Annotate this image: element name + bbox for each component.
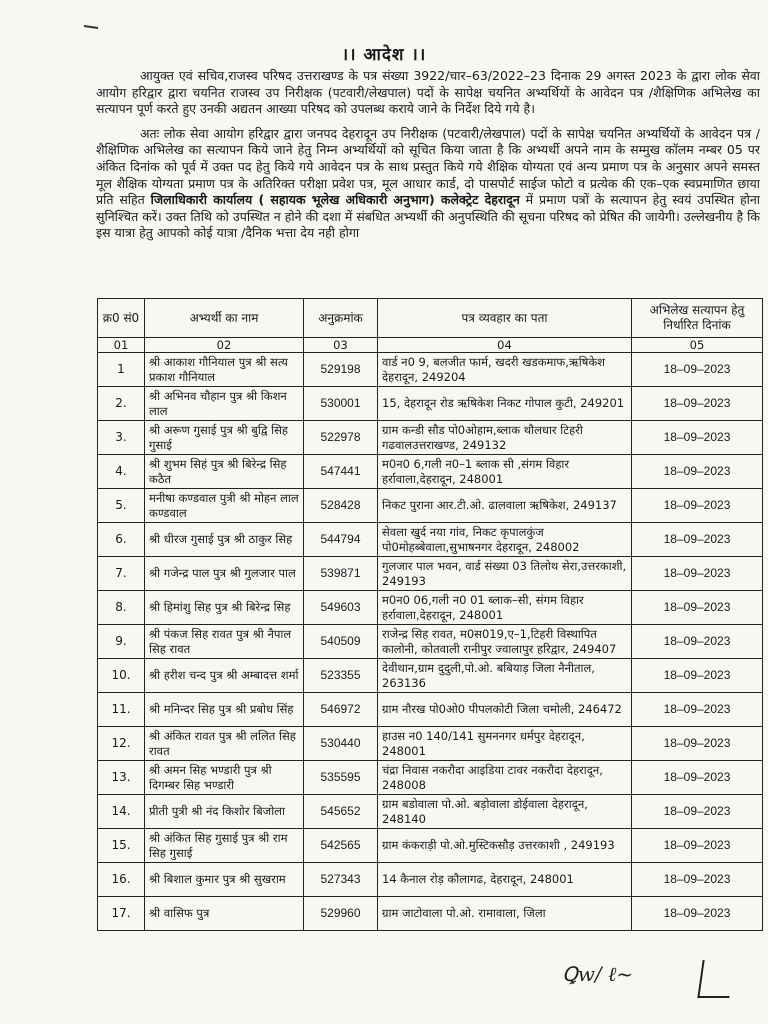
paragraph-2-part-a: अतः लोक सेवा आयोग हरिद्वार द्वारा जनपद देहरादून उप निरीक्षक (पटवारी/लेखपाल) पदों के सापेक्ष चयनित अभ्यर्थियों के आवेदन पत्र /शैक्षिणिक अभिलेख का सत्यापन किये जाने हेतु निम्न अभ्यर्थियों को सूचित किया जाता है कि अभ्यर्थी अपने नाम के सम्मुख कॉलम नम्बर 05 पर अंकित दिनांक को पूर्व में उक्त पद हेतु किये गये आवेदन पत्र के साथ प्रस्तुत किये गये शैक्षिक योग्यता एवं अन्य प्रमाण पत्र के अनुसार अपने समस्त मूल शैक्षिक योग्यता प्रमाण पत्र के अतिरिक्त परीक्षा प्रवेश पत्र, मूल आधार कार्ड, दो पासपोर्ट साईज फोटो व प्रत्येक की एक–एक स्वप्रमाणित छाया प्रति सहित <box>96 125 760 208</box>
cell-serial: 5. <box>98 489 145 523</box>
cell-name: श्री अंकित रावत पुत्र श्री ललित सिह रावत <box>145 727 304 761</box>
table-row <box>98 387 763 421</box>
cell-name: श्री पंकज सिह रावत पुत्र श्री नैपाल सिह रावत <box>145 625 304 659</box>
cell-roll-number: 540509 <box>304 625 378 659</box>
cell-serial: 12. <box>98 727 145 761</box>
cell-roll-number: 528428 <box>304 489 378 523</box>
cell-name: श्री हरीश चन्द पुत्र श्री अम्बादत्त शर्मा <box>145 659 304 693</box>
table-header-row <box>98 299 763 338</box>
table-row <box>98 455 763 489</box>
table-row <box>98 353 763 387</box>
cell-serial: 13. <box>98 761 145 795</box>
table-row <box>98 829 763 863</box>
cell-address: हाउस न0 140/141 सुमननगर धर्मपुर देहरादून, 248001 <box>378 727 632 761</box>
cell-name: श्री धीरज गुसाई पुत्र श्री ठाकुर सिह <box>145 523 304 557</box>
cell-date: 18–09–2023 <box>632 387 763 421</box>
cell-date: 18–09–2023 <box>632 557 763 591</box>
cell-serial: 17. <box>98 897 145 931</box>
cell-date: 18–09–2023 <box>632 489 763 523</box>
cell-date: 18–09–2023 <box>632 421 763 455</box>
office-name: जिलाधिकारी कार्यालय ( सहायक भूलेख अधिकारी अनुभाग) कलेक्ट्रेट देहरादून <box>150 192 520 208</box>
cell-name: श्री आकाश गौनियाल पुत्र श्री सत्य प्रकाश गौनियाल <box>145 353 304 387</box>
cell-roll-number: 530440 <box>304 727 378 761</box>
cell-serial: 8. <box>98 591 145 625</box>
cell-serial: 16. <box>98 863 145 897</box>
col-number: 05 <box>632 338 763 353</box>
cell-address: ग्राम बडोवाला पो.ओ. बड़ोवाला डोईवाला देहरादून, 248140 <box>378 795 632 829</box>
cell-name: श्री बिशाल कुमार पुत्र श्री सुखराम <box>145 863 304 897</box>
cell-date: 18–09–2023 <box>632 863 763 897</box>
cell-date: 18–09–2023 <box>632 591 763 625</box>
header-verification-date: अभिलेख सत्यापन हेतु निर्धारित दिनांक <box>632 299 763 338</box>
cell-date: 18–09–2023 <box>632 659 763 693</box>
cell-serial: 10. <box>98 659 145 693</box>
col-number: 04 <box>378 338 632 353</box>
table-row <box>98 625 763 659</box>
cell-serial: 7. <box>98 557 145 591</box>
cell-date: 18–09–2023 <box>632 625 763 659</box>
cell-roll-number: 542565 <box>304 829 378 863</box>
cell-address: गुलजार पाल भवन, वार्ड संख्या 03 तिलोथ सेरा,उत्तरकाशी, 249193 <box>378 557 632 591</box>
col-number: 01 <box>98 338 145 353</box>
table-row <box>98 591 763 625</box>
cell-roll-number: 535595 <box>304 761 378 795</box>
cell-roll-number: 539871 <box>304 557 378 591</box>
cell-roll-number: 549603 <box>304 591 378 625</box>
cell-name: श्री शुभम सिहं पुत्र श्री बिरेन्द्र सिह कठैत <box>145 455 304 489</box>
cell-date: 18–09–2023 <box>632 795 763 829</box>
cell-roll-number: 545652 <box>304 795 378 829</box>
cell-address: म0न0 06,गली न0 01 ब्लाक–सी, संगम विहार हर्रावाला,देहरादून, 248001 <box>378 591 632 625</box>
signature-mark <box>697 960 734 998</box>
cell-address: देवीथान,ग्राम दुदुली,पो.ओ. बबियाड़ जिला नैनीताल, 263136 <box>378 659 632 693</box>
cell-address: राजेन्द्र सिह रावत, म0स019,ए–1,टिहरी विस्थापित कालोनी, कोतवाली रानीपुर ज्वालापुर हरिद्वार, 249407 <box>378 625 632 659</box>
order-body <box>96 68 760 242</box>
cell-serial: 3. <box>98 421 145 455</box>
cell-serial: 9. <box>98 625 145 659</box>
cell-date: 18–09–2023 <box>632 693 763 727</box>
table-row <box>98 421 763 455</box>
header-address: पत्र व्यवहार का पता <box>378 299 632 338</box>
cell-roll-number: 546972 <box>304 693 378 727</box>
cell-date: 18–09–2023 <box>632 353 763 387</box>
cell-date: 18–09–2023 <box>632 897 763 931</box>
cell-address: 15, देहरादून रोड ऋषिकेश निकट गोपाल कुटी, 249201 <box>378 387 632 421</box>
paragraph-1: आयुक्त एवं सचिव,राजस्व परिषद उत्तराखण्ड के पत्र संख्या 3922/चार–63/2022–23 दिनाक 29 अगस्त 2023 के द्वारा लोक सेवा आयोग हरिद्वार द्वारा चयनित राजस्व उप निरीक्षक (पटवारी/लेखपाल) पदों के सापेक्ष चयनित अभ्यर्थियों के आवेदन पत्र /शैक्षिणिक अभिलेख का सत्यापन पूर्ण करते हुए उनकी अद्यतन आख्या परिषद को उपलब्ध कराये जाने के निर्देश दिये गये है। <box>96 68 760 117</box>
table-row <box>98 557 763 591</box>
paragraph-2 <box>96 126 760 242</box>
cell-address: वार्ड न0 9, बलजीत फार्म, खदरी खडकमाफ,ऋषिकेश देहरादून, 249204 <box>378 353 632 387</box>
header-roll-number: अनुक्रमांक <box>304 299 378 338</box>
signature: Ꝗw/ ℓ~ <box>562 962 634 986</box>
header-name: अभ्यर्थी का नाम <box>145 299 304 338</box>
cell-serial: 14. <box>98 795 145 829</box>
cell-date: 18–09–2023 <box>632 727 763 761</box>
cell-name: श्री अंकित सिह गुसाई पुत्र श्री राम सिह गुसाई <box>145 829 304 863</box>
cell-roll-number: 547441 <box>304 455 378 489</box>
table-row <box>98 523 763 557</box>
cell-serial: 6. <box>98 523 145 557</box>
cell-address: सेवला खुर्द नया गांव, निकट कृपालकुंज पो0मोहब्बेवाला,सुभाषनगर देहरादून, 248002 <box>378 523 632 557</box>
table-row <box>98 693 763 727</box>
cell-name: मनीषा कण्डवाल पुत्री श्री मोहन लाल कण्डवाल <box>145 489 304 523</box>
col-number: 03 <box>304 338 378 353</box>
table-body <box>98 353 763 931</box>
col-number: 02 <box>145 338 304 353</box>
cell-name: श्री हिमांशु सिह पुत्र श्री बिरेन्द्र सिह <box>145 591 304 625</box>
cell-serial: 1 <box>98 353 145 387</box>
column-number-row <box>98 338 763 353</box>
cell-name: श्री मनिन्दर सिह पुत्र श्री प्रबोध सिंह <box>145 693 304 727</box>
cell-roll-number: 530001 <box>304 387 378 421</box>
cell-date: 18–09–2023 <box>632 829 763 863</box>
paragraph-2-part-b: में प्रमाण पत्रों के सत्यापन हेतु स्वयं उपस्थित होना सुनिश्चित करें। उक्त तिथि को उपस्थित न होने की दशा में संबधित अभ्यर्थी की अनुपस्थिति की सूचना परिषद को प्रेषित की जायेगी। उल्लेखनीय है कि इस यात्रा हेतु आपको कोई यात्रा /दैनिक भत्ता देय नही होगा <box>96 192 760 241</box>
table-row <box>98 727 763 761</box>
table-row <box>98 761 763 795</box>
cell-address: ग्राम नौरख पो0ओ0 पीपलकोटी जिला चमोली, 246472 <box>378 693 632 727</box>
cell-roll-number: 522978 <box>304 421 378 455</box>
table-row <box>98 897 763 931</box>
cell-roll-number: 529198 <box>304 353 378 387</box>
cell-roll-number: 544794 <box>304 523 378 557</box>
table-row <box>98 795 763 829</box>
cell-address: ग्राम कंकराड़ी पो.ओ.मुस्टिकसौड़ उत्तरकाशी , 249193 <box>378 829 632 863</box>
cell-roll-number: 529960 <box>304 897 378 931</box>
cell-name: श्री वासिफ पुत्र <box>145 897 304 931</box>
table-row <box>98 489 763 523</box>
cell-date: 18–09–2023 <box>632 523 763 557</box>
cell-address: म0न0 6,गली न0–1 ब्लाक सी ,संगम विहार हर्रावाला,देहरादून, 248001 <box>378 455 632 489</box>
cell-name: श्री अमन सिह भण्डारी पुत्र श्री दिगम्बर सिह भण्डारी <box>145 761 304 795</box>
cell-serial: 11. <box>98 693 145 727</box>
cell-address: निकट पुराना आर.टी.ओ. ढालवाला ऋषिकेश, 249137 <box>378 489 632 523</box>
margin-mark <box>84 25 98 29</box>
cell-name: प्रीती पुत्री श्री नंद किशोर बिजोला <box>145 795 304 829</box>
cell-address: ग्राम कन्डी सौड पो0ओहाम,ब्लाक थौलधार टिहरी गढवालउत्तराखण्ड, 249132 <box>378 421 632 455</box>
cell-address: चंद्रा निवास नकरौदा आइडिया टावर नकरौदा देहरादून, 248008 <box>378 761 632 795</box>
cell-name: श्री अरूण गुसाई पुत्र श्री बुद्वि सिह गुसाई <box>145 421 304 455</box>
cell-serial: 2. <box>98 387 145 421</box>
cell-serial: 15. <box>98 829 145 863</box>
cell-date: 18–09–2023 <box>632 455 763 489</box>
cell-name: श्री गजेन्द्र पाल पुत्र श्री गुलजार पाल <box>145 557 304 591</box>
order-title: ।। आदेश ।। <box>341 45 427 65</box>
cell-roll-number: 527343 <box>304 863 378 897</box>
cell-date: 18–09–2023 <box>632 761 763 795</box>
cell-address: ग्राम जाटोवाला पो.ओ. रामावाला, जिला <box>378 897 632 931</box>
table-row <box>98 659 763 693</box>
candidate-table <box>97 298 763 931</box>
cell-roll-number: 523355 <box>304 659 378 693</box>
cell-name: श्री अभिनव चौहान पुत्र श्री किशन लाल <box>145 387 304 421</box>
cell-address: 14 कैनाल रोड़ कौलागढ, देहरादून, 248001 <box>378 863 632 897</box>
header-serial: क्र0 सं0 <box>98 299 145 338</box>
table-row <box>98 863 763 897</box>
cell-serial: 4. <box>98 455 145 489</box>
